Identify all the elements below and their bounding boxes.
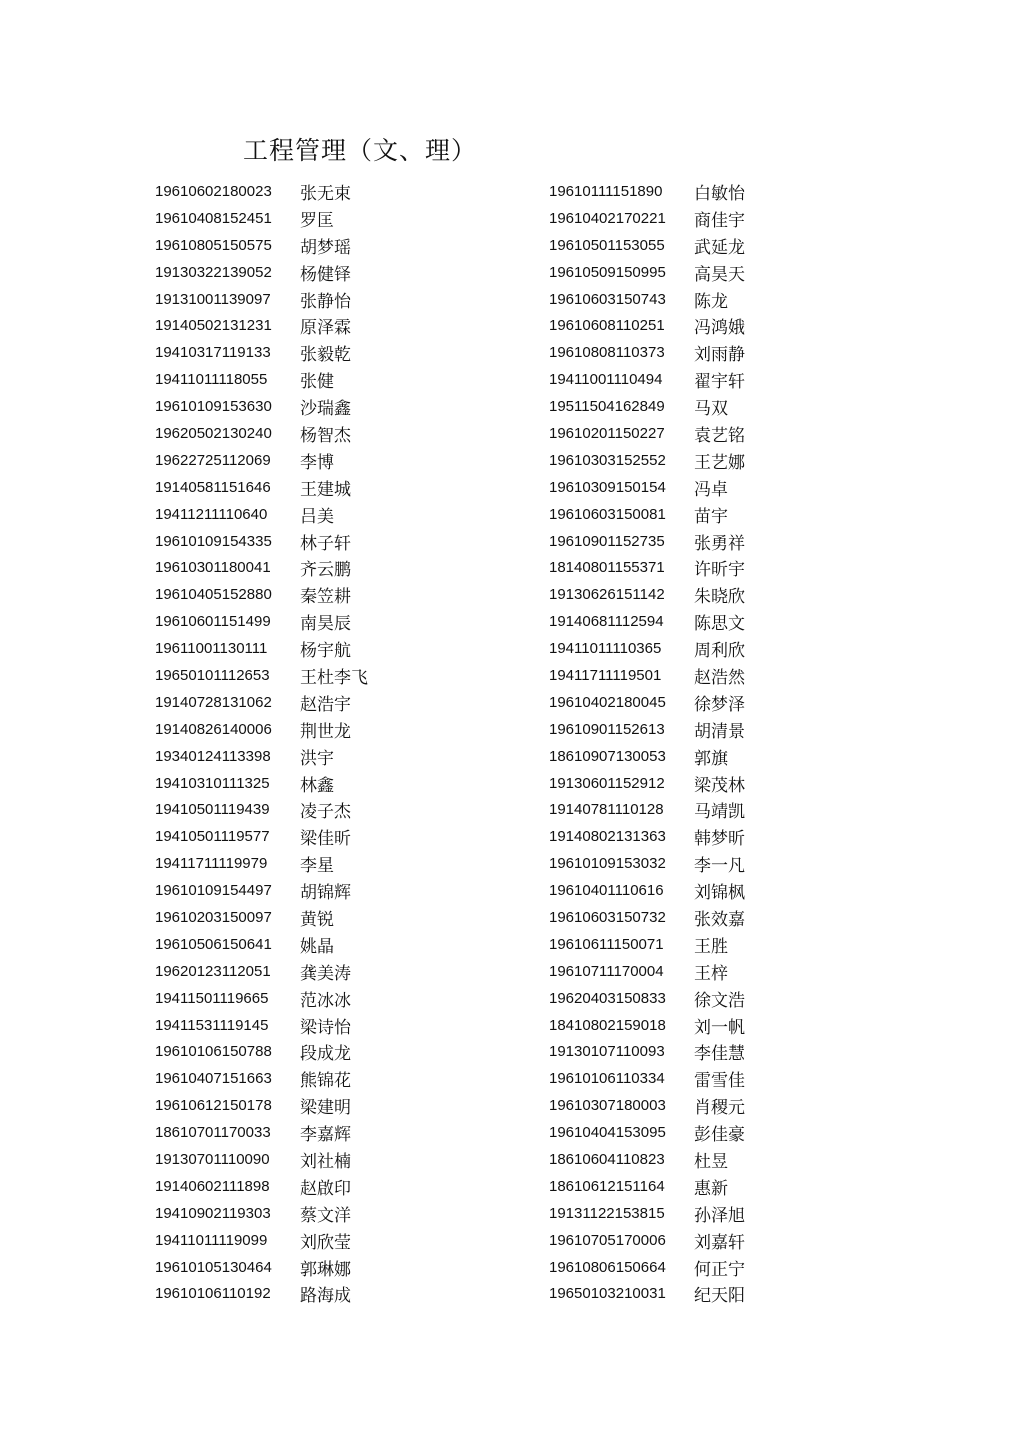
student-id: 19610105130464 <box>155 1258 272 1276</box>
student-name: 马双 <box>694 399 728 420</box>
list-item <box>549 931 929 958</box>
student-id: 19411011118055 <box>155 371 268 389</box>
student-id: 19411711119501 <box>549 666 662 684</box>
student-name: 杜昱 <box>694 1152 728 1172</box>
list-item <box>155 286 535 313</box>
student-name: 凌子杰 <box>300 802 351 823</box>
list-item <box>155 1039 535 1066</box>
list-item <box>155 393 535 420</box>
student-id: 18410802159018 <box>549 1016 666 1034</box>
student-id: 19610603150743 <box>549 290 666 308</box>
list-item <box>549 232 929 259</box>
student-name: 苗宇 <box>694 506 728 527</box>
student-name: 刘欣莹 <box>300 1232 351 1253</box>
list-item <box>549 528 929 555</box>
list-item <box>549 1039 929 1066</box>
list-item <box>155 743 535 770</box>
student-name: 李博 <box>300 452 334 473</box>
list-item <box>549 1254 929 1281</box>
student-name: 李佳慧 <box>694 1044 745 1065</box>
student-id: 19610808110373 <box>549 344 665 362</box>
student-id: 18610907130053 <box>549 747 666 765</box>
list-item <box>549 474 929 501</box>
student-name: 赵浩然 <box>694 667 745 688</box>
student-id: 19610106110334 <box>549 1070 665 1088</box>
student-name: 赵浩宇 <box>300 694 351 715</box>
student-id: 19620502130240 <box>155 424 272 442</box>
student-name: 吕美 <box>300 506 334 527</box>
list-item <box>155 1092 535 1119</box>
student-id: 19610612150178 <box>155 1097 272 1115</box>
student-id: 19610309150154 <box>549 478 666 496</box>
list-item <box>155 635 535 662</box>
list-item <box>549 1119 929 1146</box>
student-name: 冯鸿娥 <box>694 318 745 339</box>
list-item <box>549 635 929 662</box>
student-name: 杨智杰 <box>300 425 351 446</box>
student-id: 19140728131062 <box>155 693 272 711</box>
student-id: 19622725112069 <box>155 451 271 469</box>
student-id: 19130107110093 <box>549 1043 665 1061</box>
list-item <box>155 501 535 528</box>
list-item <box>155 796 535 823</box>
student-id: 19610109153630 <box>155 398 272 416</box>
student-id: 19130626151142 <box>549 586 665 604</box>
student-name: 秦笠耕 <box>300 587 351 608</box>
list-item <box>155 904 535 931</box>
list-item <box>155 823 535 850</box>
student-id: 19140802131363 <box>549 828 666 846</box>
student-name: 南昊辰 <box>300 614 351 635</box>
student-id: 19610307180003 <box>549 1097 666 1115</box>
student-name: 梁诗怡 <box>300 1017 351 1038</box>
student-name: 李星 <box>300 856 334 877</box>
student-id: 19610106110192 <box>155 1285 271 1303</box>
student-name: 熊锦花 <box>300 1071 351 1092</box>
student-id: 19410317119133 <box>155 344 271 362</box>
page-title: 工程管理（文、理） <box>243 136 478 165</box>
student-name: 赵啟印 <box>300 1178 351 1199</box>
student-name: 罗匡 <box>300 210 334 231</box>
list-item <box>549 770 929 797</box>
student-id: 19610901152735 <box>549 532 665 550</box>
student-name: 杨宇航 <box>300 641 351 662</box>
list-item <box>155 716 535 743</box>
student-name: 马靖凯 <box>694 802 745 823</box>
student-name: 王胜 <box>694 936 728 957</box>
list-item <box>549 1200 929 1227</box>
list-item <box>155 420 535 447</box>
list-item <box>155 554 535 581</box>
student-name: 武延龙 <box>694 237 745 258</box>
student-name: 范冰冰 <box>300 990 351 1011</box>
list-item <box>549 1065 929 1092</box>
student-id: 19511504162849 <box>549 398 665 416</box>
student-id: 19610203150097 <box>155 908 272 926</box>
student-name: 刘雨静 <box>694 345 745 366</box>
student-id: 19610111151890 <box>549 182 663 200</box>
list-item <box>155 662 535 689</box>
student-name: 惠新 <box>694 1178 728 1199</box>
student-id: 18610612151164 <box>549 1177 665 1195</box>
student-id: 19610806150664 <box>549 1258 666 1276</box>
student-id: 19610401110616 <box>549 882 664 900</box>
student-id: 19411001110494 <box>549 371 663 389</box>
list-item <box>549 1173 929 1200</box>
list-item <box>155 850 535 877</box>
list-item <box>155 931 535 958</box>
student-name: 张健 <box>300 372 334 393</box>
list-item <box>549 796 929 823</box>
student-id: 19140781110128 <box>549 801 664 819</box>
student-name: 姚晶 <box>300 936 334 957</box>
list-item <box>155 447 535 474</box>
list-item <box>549 581 929 608</box>
list-item <box>155 1254 535 1281</box>
student-name: 路海成 <box>300 1286 351 1307</box>
student-id: 19140502131231 <box>155 317 272 335</box>
student-name: 原泽霖 <box>300 318 351 339</box>
list-item <box>549 1092 929 1119</box>
list-item <box>155 958 535 985</box>
list-item <box>549 985 929 1012</box>
student-name: 郭旗 <box>694 748 728 769</box>
student-name: 王建城 <box>300 479 351 500</box>
student-id: 19610109154335 <box>155 532 272 550</box>
list-item <box>155 581 535 608</box>
list-item <box>549 178 929 205</box>
list-item <box>155 877 535 904</box>
student-name: 杨健铎 <box>300 264 351 285</box>
list-item <box>155 232 535 259</box>
student-id: 19610705170006 <box>549 1231 666 1249</box>
student-id: 19610501153055 <box>549 236 665 254</box>
student-id: 19411211110640 <box>155 505 268 523</box>
student-id: 19620403150833 <box>549 989 666 1007</box>
student-id: 18140801155371 <box>549 559 665 577</box>
student-id: 19610106150788 <box>155 1043 272 1061</box>
student-id: 19411501119665 <box>155 989 269 1007</box>
list-item <box>155 689 535 716</box>
student-name: 张毅乾 <box>300 345 351 366</box>
student-id: 19411011110365 <box>549 640 662 658</box>
student-id: 19650101112653 <box>155 666 270 684</box>
student-id: 19610603150081 <box>549 505 666 523</box>
student-name: 何正宁 <box>694 1259 745 1280</box>
list-item <box>549 393 929 420</box>
student-name: 梁佳昕 <box>300 829 351 850</box>
student-id: 19610402180045 <box>549 693 666 711</box>
list-item <box>155 259 535 286</box>
student-name: 荆世龙 <box>300 721 351 742</box>
student-id: 19411711119979 <box>155 855 268 873</box>
list-item <box>549 554 929 581</box>
list-item <box>549 1146 929 1173</box>
student-name: 王杜李飞 <box>300 667 368 688</box>
student-name: 陈思文 <box>694 614 745 635</box>
student-name: 张无束 <box>300 183 351 204</box>
student-id: 19340124113398 <box>155 747 271 765</box>
student-name: 林子轩 <box>300 533 351 554</box>
student-name: 李一凡 <box>694 856 745 877</box>
student-id: 19410501119577 <box>155 828 270 846</box>
student-name: 沙瑞鑫 <box>300 399 351 420</box>
list-item <box>549 689 929 716</box>
list-item <box>549 877 929 904</box>
student-id: 19140826140006 <box>155 720 272 738</box>
student-id: 19411531119145 <box>155 1016 269 1034</box>
list-item <box>155 1173 535 1200</box>
list-item <box>549 420 929 447</box>
student-id: 19610805150575 <box>155 236 272 254</box>
student-id: 19611001130111 <box>155 640 268 658</box>
student-id: 19620123112051 <box>155 962 271 980</box>
list-item <box>155 1065 535 1092</box>
student-name: 袁艺铭 <box>694 425 745 446</box>
list-item <box>549 904 929 931</box>
student-id: 19410902119303 <box>155 1204 271 1222</box>
list-item <box>155 205 535 232</box>
student-name: 孙泽旭 <box>694 1205 745 1226</box>
student-name: 徐梦泽 <box>694 694 745 715</box>
student-name: 段成龙 <box>300 1044 351 1065</box>
student-name: 梁建明 <box>300 1098 351 1119</box>
student-id: 19140602111898 <box>155 1177 270 1195</box>
list-item <box>549 259 929 286</box>
list-item <box>549 608 929 635</box>
student-name: 王艺娜 <box>694 452 745 473</box>
student-name: 彭佳豪 <box>694 1125 745 1146</box>
student-name: 林鑫 <box>300 775 334 796</box>
student-name: 胡梦瑶 <box>300 237 351 258</box>
student-name: 刘锦枫 <box>694 883 745 904</box>
list-item <box>549 743 929 770</box>
list-item <box>549 1227 929 1254</box>
list-item <box>549 312 929 339</box>
student-name: 龚美涛 <box>300 963 351 984</box>
student-id: 18610604110823 <box>549 1151 665 1168</box>
list-item <box>155 1119 535 1146</box>
list-item <box>155 1012 535 1039</box>
list-item <box>549 850 929 877</box>
student-name: 冯卓 <box>694 479 728 500</box>
student-name: 洪宇 <box>300 748 334 769</box>
list-item <box>155 1281 535 1308</box>
student-name: 张效嘉 <box>694 909 745 930</box>
student-id: 19610402170221 <box>549 209 666 227</box>
list-item <box>549 716 929 743</box>
student-id: 19610109153032 <box>549 855 666 873</box>
student-name: 纪天阳 <box>694 1286 745 1307</box>
student-id: 19140681112594 <box>549 613 664 631</box>
list-item <box>155 312 535 339</box>
list-item <box>549 205 929 232</box>
student-name: 陈龙 <box>694 291 728 312</box>
list-item <box>155 528 535 555</box>
student-id: 19610602180023 <box>155 182 272 200</box>
student-id: 19610303152552 <box>549 451 666 469</box>
list-item <box>549 1012 929 1039</box>
student-id: 19131122153815 <box>549 1204 665 1222</box>
student-name: 胡清景 <box>694 721 745 742</box>
student-id: 19140581151646 <box>155 478 271 496</box>
student-name: 肖稷元 <box>694 1098 745 1119</box>
list-item <box>155 1227 535 1254</box>
student-id: 19130601152912 <box>549 774 665 792</box>
list-item <box>549 1281 929 1308</box>
student-id: 19610509150995 <box>549 263 666 281</box>
student-name: 白敏怡 <box>694 183 745 204</box>
student-id: 19610201150227 <box>549 424 665 442</box>
student-id: 19610301180041 <box>155 559 271 577</box>
student-name: 郭琳娜 <box>300 1259 351 1280</box>
student-name: 高昊天 <box>694 264 745 285</box>
student-id: 19610109154497 <box>155 882 272 900</box>
list-item <box>549 339 929 366</box>
student-id: 19610407151663 <box>155 1070 272 1088</box>
student-name: 朱晓欣 <box>694 587 745 608</box>
student-name: 张静怡 <box>300 291 351 312</box>
list-item <box>155 366 535 393</box>
student-name: 王梓 <box>694 963 728 984</box>
student-name: 黄锐 <box>300 909 334 930</box>
student-name: 张勇祥 <box>694 533 745 554</box>
student-name: 许昕宇 <box>694 560 745 581</box>
list-item <box>155 339 535 366</box>
student-name: 刘一帆 <box>694 1017 745 1038</box>
student-id: 19410501119439 <box>155 801 270 819</box>
list-item <box>549 501 929 528</box>
student-id: 19411011119099 <box>155 1231 268 1249</box>
student-id: 19610601151499 <box>155 613 271 631</box>
student-id: 19610408152451 <box>155 209 272 227</box>
student-name: 刘嘉轩 <box>694 1232 745 1253</box>
student-name: 周利欣 <box>694 641 745 662</box>
student-name: 商佳宇 <box>694 210 745 231</box>
student-name: 梁茂林 <box>694 775 745 796</box>
list-item <box>155 985 535 1012</box>
student-id: 19610611150071 <box>549 935 664 953</box>
student-id: 19131001139097 <box>155 290 271 308</box>
list-item <box>155 608 535 635</box>
list-item <box>549 447 929 474</box>
student-id: 19410310111325 <box>155 774 270 792</box>
list-item <box>549 958 929 985</box>
left-column <box>155 178 535 1307</box>
student-id: 19610608110251 <box>549 317 665 335</box>
list-item <box>155 1200 535 1227</box>
list-item <box>155 770 535 797</box>
student-id: 19610405152880 <box>155 586 272 604</box>
student-name: 雷雪佳 <box>694 1071 745 1092</box>
right-column <box>549 178 929 1307</box>
student-id: 19610603150732 <box>549 908 666 926</box>
student-id: 19650103210031 <box>549 1285 666 1303</box>
student-name: 翟宇轩 <box>694 372 745 393</box>
student-name: 徐文浩 <box>694 990 745 1011</box>
student-name: 刘社楠 <box>300 1152 351 1172</box>
list-item <box>549 286 929 313</box>
student-id: 18610701170033 <box>155 1124 271 1142</box>
student-id: 19610711170004 <box>549 962 664 980</box>
student-id: 19610404153095 <box>549 1124 666 1142</box>
student-name: 韩梦昕 <box>694 829 745 850</box>
list-item <box>549 366 929 393</box>
student-id: 19130322139052 <box>155 263 272 281</box>
list-item <box>155 1146 535 1173</box>
student-id: 19610901152613 <box>549 720 665 738</box>
student-name: 蔡文洋 <box>300 1205 351 1226</box>
list-item <box>155 474 535 501</box>
student-name: 胡锦辉 <box>300 883 351 904</box>
list-item <box>155 178 535 205</box>
student-name: 齐云鹏 <box>300 560 351 581</box>
list-item <box>549 823 929 850</box>
student-name: 李嘉辉 <box>300 1125 351 1146</box>
student-id: 19130701110090 <box>155 1151 270 1168</box>
list-item <box>549 662 929 689</box>
student-id: 19610506150641 <box>155 935 272 953</box>
